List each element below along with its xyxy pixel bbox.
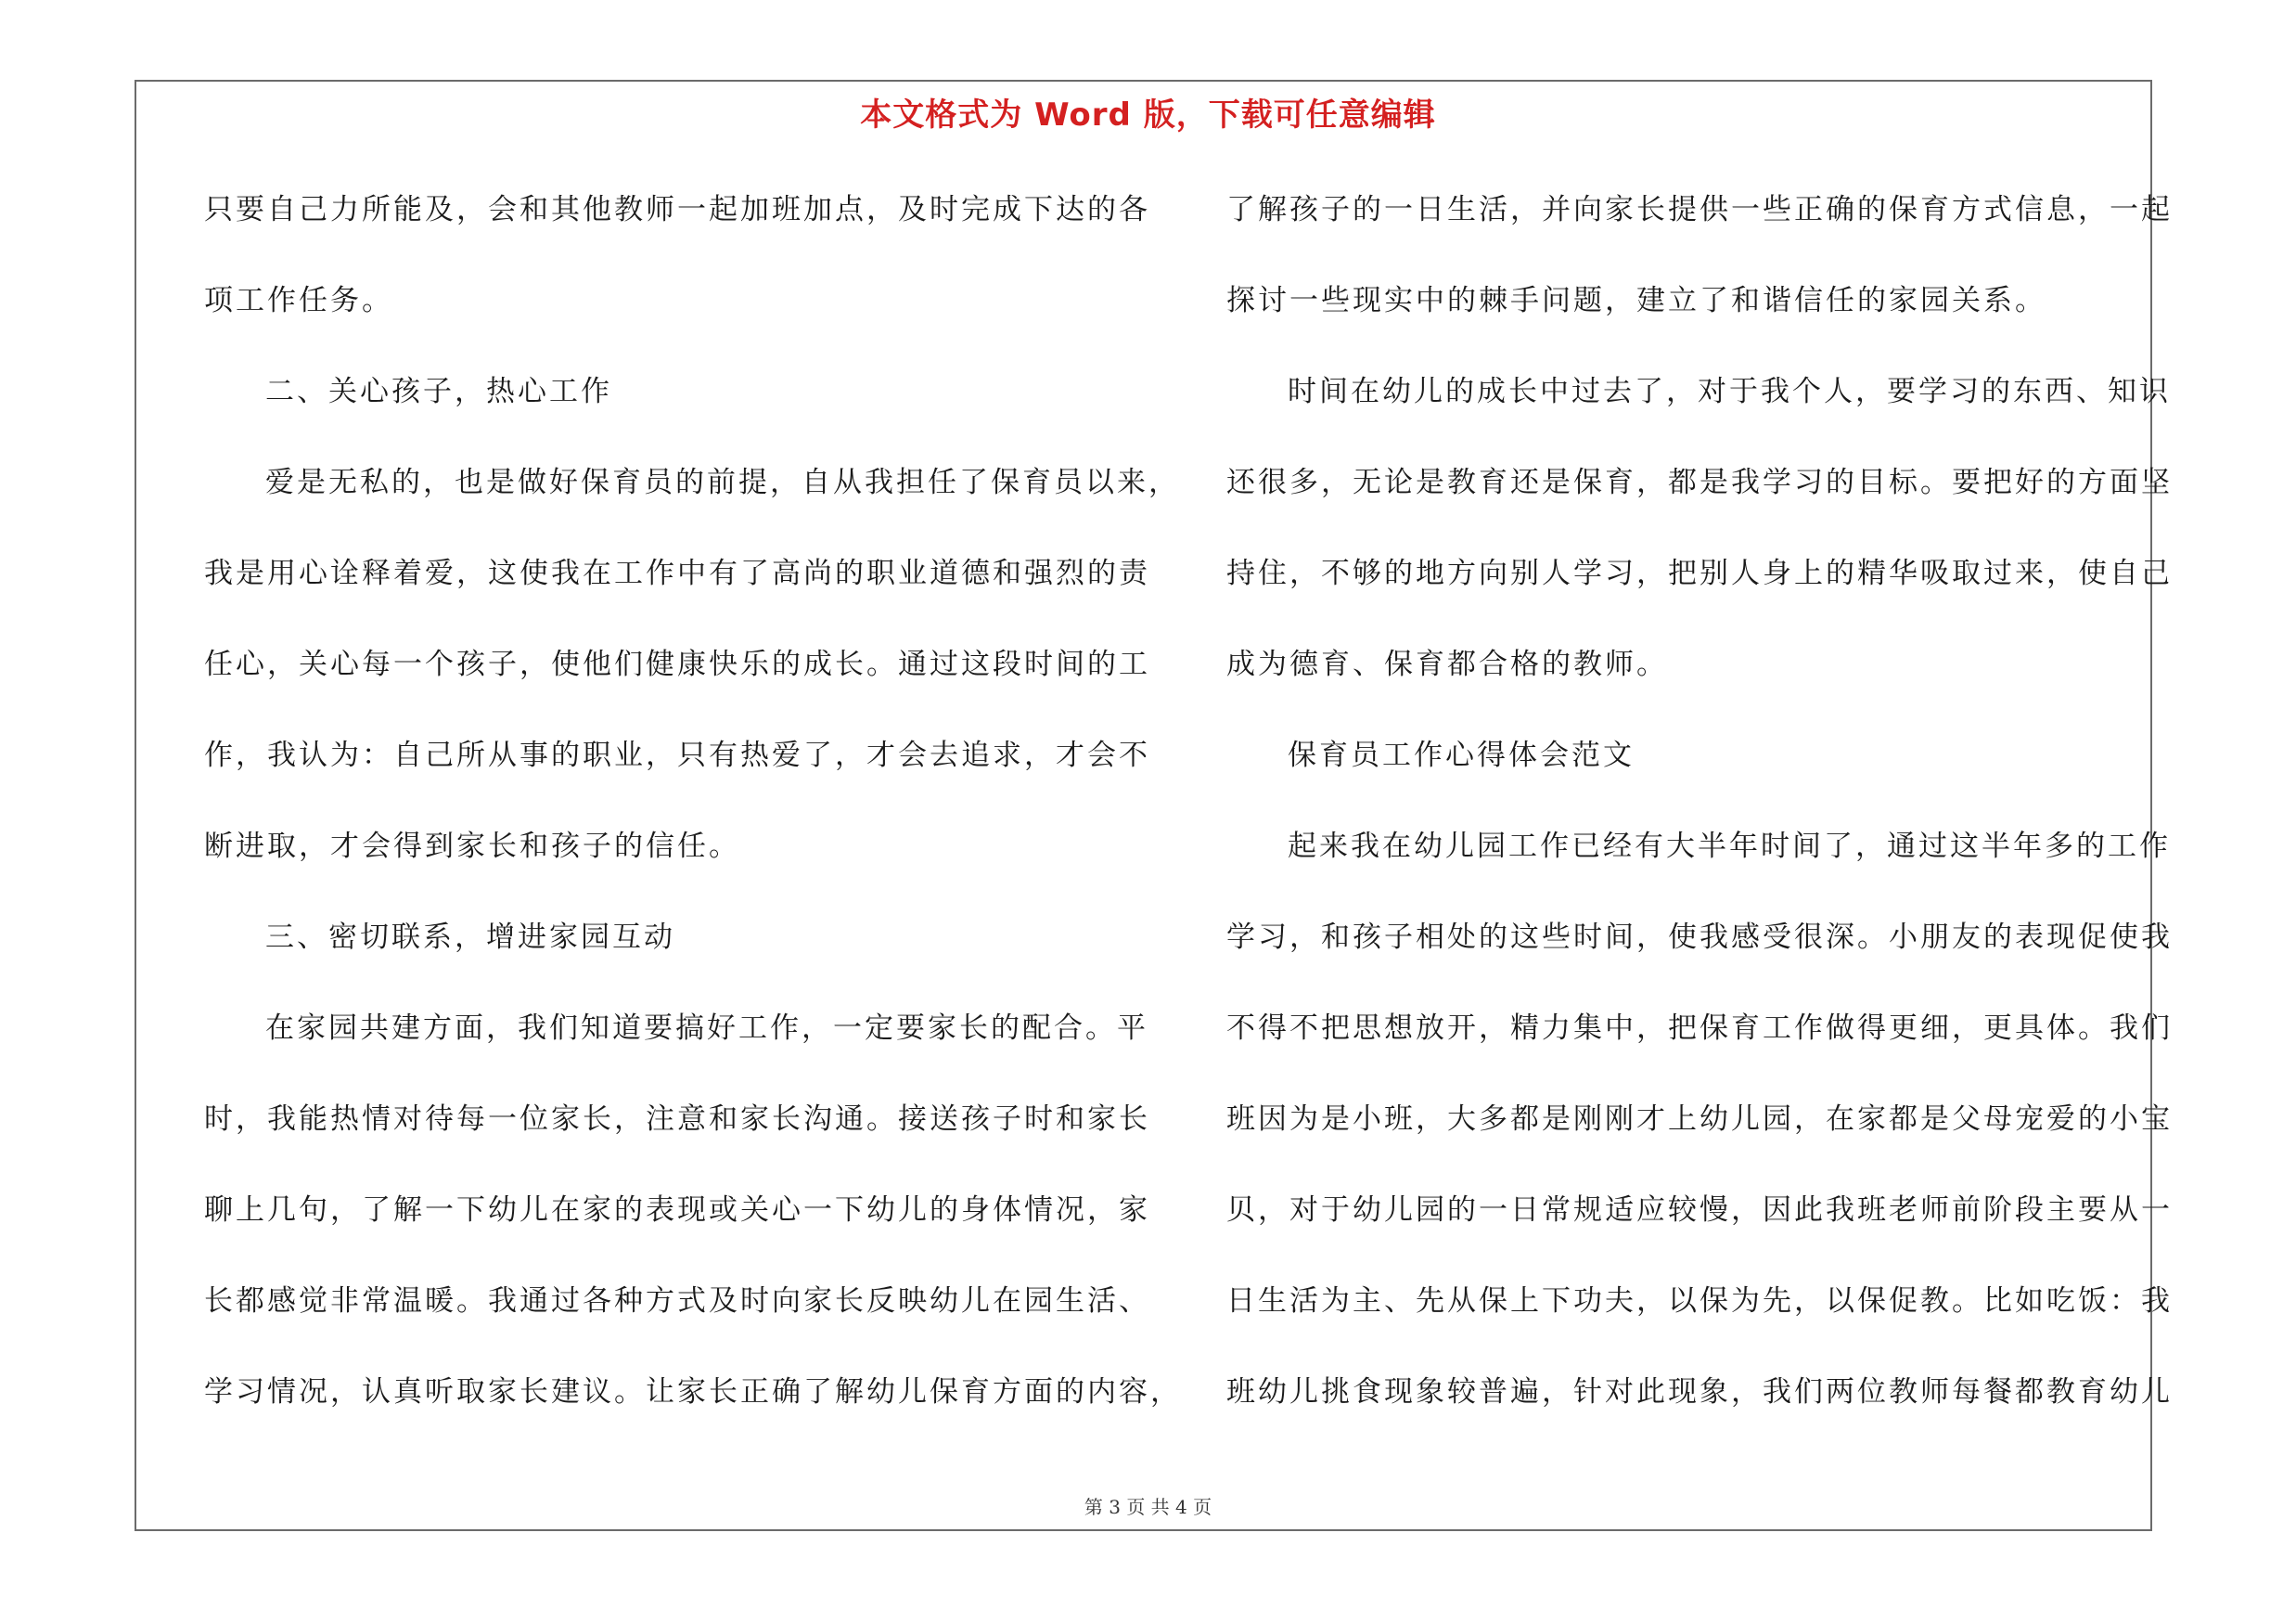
text-line: 保育员工作心得体会范文 (1288, 739, 1635, 772)
right-text-column (1226, 182, 2173, 1455)
text-line: 学习，和孩子相处的这些时间，使我感受很深。小朋友的表现促使我 (1226, 921, 2173, 954)
text-line: 日生活为主、先从保上下功夫，以保为先，以保促教。比如吃饭：我 (1226, 1284, 2173, 1318)
text-line: 班幼儿挑食现象较普遍，针对此现象，我们两位教师每餐都教育幼儿 (1226, 1375, 2173, 1409)
left-text-column (204, 182, 1182, 1455)
text-line: 长都感觉非常温暖。我通过各种方式及时向家长反映幼儿在园生活、 (204, 1284, 1150, 1318)
text-line: 作，我认为：自己所从事的职业，只有热爱了，才会去追求，才会不 (204, 739, 1150, 772)
text-line: 二、关心孩子，热心工作 (265, 375, 612, 408)
text-line: 学习情况，认真听取家长建议。让家长正确了解幼儿保育方面的内容， (204, 1375, 1182, 1409)
text-line: 还很多，无论是教育还是保育，都是我学习的目标。要把好的方面坚 (1226, 466, 2173, 499)
text-line: 班因为是小班，大多都是刚刚才上幼儿园，在家都是父母宠爱的小宝 (1226, 1102, 2173, 1136)
text-line: 三、密切联系，增进家园互动 (265, 921, 675, 954)
text-line: 时，我能热情对待每一位家长，注意和家长沟通。接送孩子时和家长 (204, 1102, 1150, 1136)
text-line: 不得不把思想放开，精力集中，把保育工作做得更细，更具体。我们 (1226, 1011, 2173, 1045)
text-line: 成为德育、保育都合格的教师。 (1226, 648, 1668, 681)
page-number-footer: 第 3 页 共 4 页 (1084, 1496, 1212, 1518)
format-banner: 本文格式为 Word 版，下载可任意编辑 (860, 97, 1436, 134)
text-line: 我是用心诠释着爱，这使我在工作中有了高尚的职业道德和强烈的责 (204, 557, 1150, 590)
text-line: 聊上几句，了解一下幼儿在家的表现或关心一下幼儿的身体情况，家 (204, 1193, 1150, 1227)
text-line: 起来我在幼儿园工作已经有大半年时间了，通过这半年多的工作 (1288, 830, 2171, 863)
text-line: 持住，不够的地方向别人学习，把别人身上的精华吸取过来，使自己 (1226, 557, 2173, 590)
text-line: 了解孩子的一日生活，并向家长提供一些正确的保育方式信息，一起 (1226, 193, 2173, 226)
text-line: 爱是无私的，也是做好保育员的前提，自从我担任了保育员以来， (265, 466, 1180, 499)
text-line: 在家园共建方面，我们知道要搞好工作，一定要家长的配合。平 (265, 1011, 1148, 1045)
text-line: 项工作任务。 (204, 284, 393, 317)
text-line: 贝，对于幼儿园的一日常规适应较慢，因此我班老师前阶段主要从一 (1226, 1193, 2173, 1227)
text-line: 只要自己力所能及，会和其他教师一起加班加点，及时完成下达的各 (204, 193, 1150, 226)
text-line: 任心，关心每一个孩子，使他们健康快乐的成长。通过这段时间的工 (204, 648, 1150, 681)
text-line: 时间在幼儿的成长中过去了，对于我个人，要学习的东西、知识 (1288, 375, 2171, 408)
text-line: 探讨一些现实中的棘手问题，建立了和谐信任的家园关系。 (1226, 284, 2046, 317)
text-line: 断进取，才会得到家长和孩子的信任。 (204, 830, 740, 863)
